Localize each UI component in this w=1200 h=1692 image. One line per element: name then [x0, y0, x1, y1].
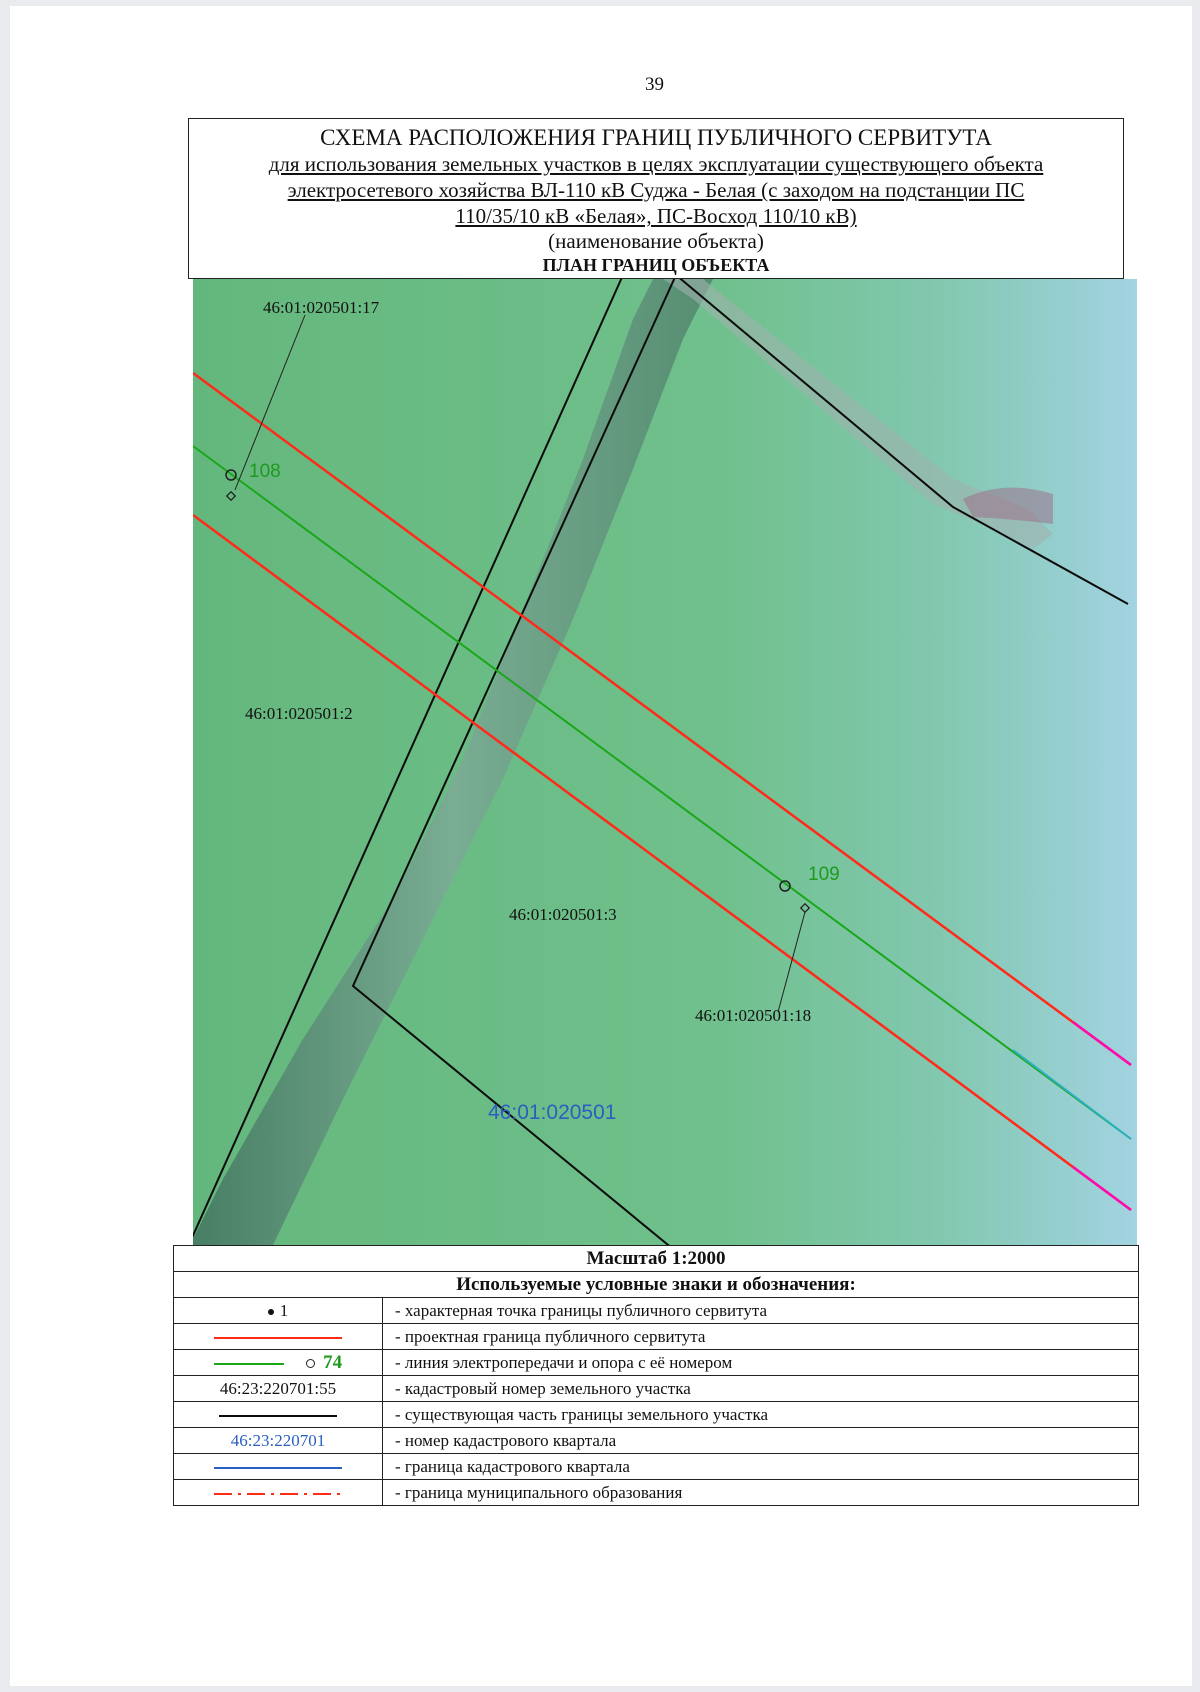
boundary-point-icon	[268, 1309, 274, 1315]
legend-description: - проектная граница публичного сервитута	[383, 1324, 1139, 1350]
legend-symbol	[174, 1402, 383, 1428]
legend-row	[174, 1376, 1139, 1402]
object-name-line-2: электросетевого хозяйства ВЛ-110 кВ Суджа - Белая (с заходом на подстанции ПС	[287, 178, 1025, 202]
quarter-boundary-swatch	[214, 1467, 342, 1469]
legend-row	[174, 1324, 1139, 1350]
legend-header: Используемые условные знаки и обозначения:	[174, 1272, 1139, 1298]
servitude-boundary-swatch	[214, 1337, 342, 1339]
legend-row	[174, 1454, 1139, 1480]
object-name-line-1: для использования земельных участков в целях эксплуатации существующего объекта	[268, 152, 1044, 176]
scale-row	[174, 1246, 1139, 1272]
parcel-boundary-swatch	[219, 1415, 337, 1417]
legend-row	[174, 1480, 1139, 1506]
pole-icon	[306, 1359, 315, 1368]
legend-symbol	[174, 1480, 383, 1506]
legend-row	[174, 1298, 1139, 1324]
object-name-caption: (наименование объекта)	[548, 229, 764, 253]
legend-description: - характерная точка границы публичного сервитута	[383, 1298, 1139, 1324]
legend-symbol: 46:23:220701:55	[174, 1376, 383, 1402]
document-title: СХЕМА РАСПОЛОЖЕНИЯ ГРАНИЦ ПУБЛИЧНОГО СЕРВИТУТА	[320, 125, 992, 150]
municipal-boundary-swatch	[214, 1490, 342, 1498]
title-block	[188, 118, 1124, 279]
legend-symbol	[174, 1350, 383, 1376]
legend-description: - существующая часть границы земельного участка	[383, 1402, 1139, 1428]
parcel-label-18: 46:01:020501:18	[695, 1006, 812, 1025]
legend-row	[174, 1428, 1139, 1454]
legend-description: - линия электропередачи и опора с её номером	[383, 1350, 1139, 1376]
pole-label-108: 108	[249, 461, 281, 482]
object-name-line-3: 110/35/10 кВ «Белая», ПС-Восход 110/10 кВ)	[455, 204, 857, 228]
legend-description: - кадастровый номер земельного участка	[383, 1376, 1139, 1402]
boundary-plan-map	[193, 279, 1137, 1245]
map-scale: Масштаб 1:2000	[174, 1246, 1139, 1272]
plan-heading: ПЛАН ГРАНИЦ ОБЪЕКТА	[542, 255, 770, 275]
parcel-label-3: 46:01:020501:3	[509, 905, 617, 924]
legend-pole-number: 74	[323, 1351, 343, 1373]
legend-table	[173, 1245, 1139, 1506]
legend-symbol	[174, 1324, 383, 1350]
parcel-label-2: 46:01:020501:2	[245, 704, 353, 723]
legend-header-row	[174, 1272, 1139, 1298]
map-drawing	[193, 279, 1137, 1245]
legend-description: - граница кадастрового квартала	[383, 1454, 1139, 1480]
legend-description: - номер кадастрового квартала	[383, 1428, 1139, 1454]
legend-symbol	[174, 1298, 383, 1324]
power-line-swatch	[214, 1363, 284, 1365]
legend-symbol	[174, 1454, 383, 1480]
page-number: 39	[645, 74, 664, 95]
pole-label-109: 109	[808, 864, 840, 885]
legend-symbol: 46:23:220701	[174, 1428, 383, 1454]
legend-symbol-label: 1	[279, 1300, 289, 1320]
legend-row	[174, 1350, 1139, 1376]
legend-row	[174, 1402, 1139, 1428]
parcel-label-17: 46:01:020501:17	[263, 298, 380, 317]
cadastral-quarter-label: 46:01:020501	[488, 1101, 617, 1124]
legend-description: - граница муниципального образования	[383, 1480, 1139, 1506]
